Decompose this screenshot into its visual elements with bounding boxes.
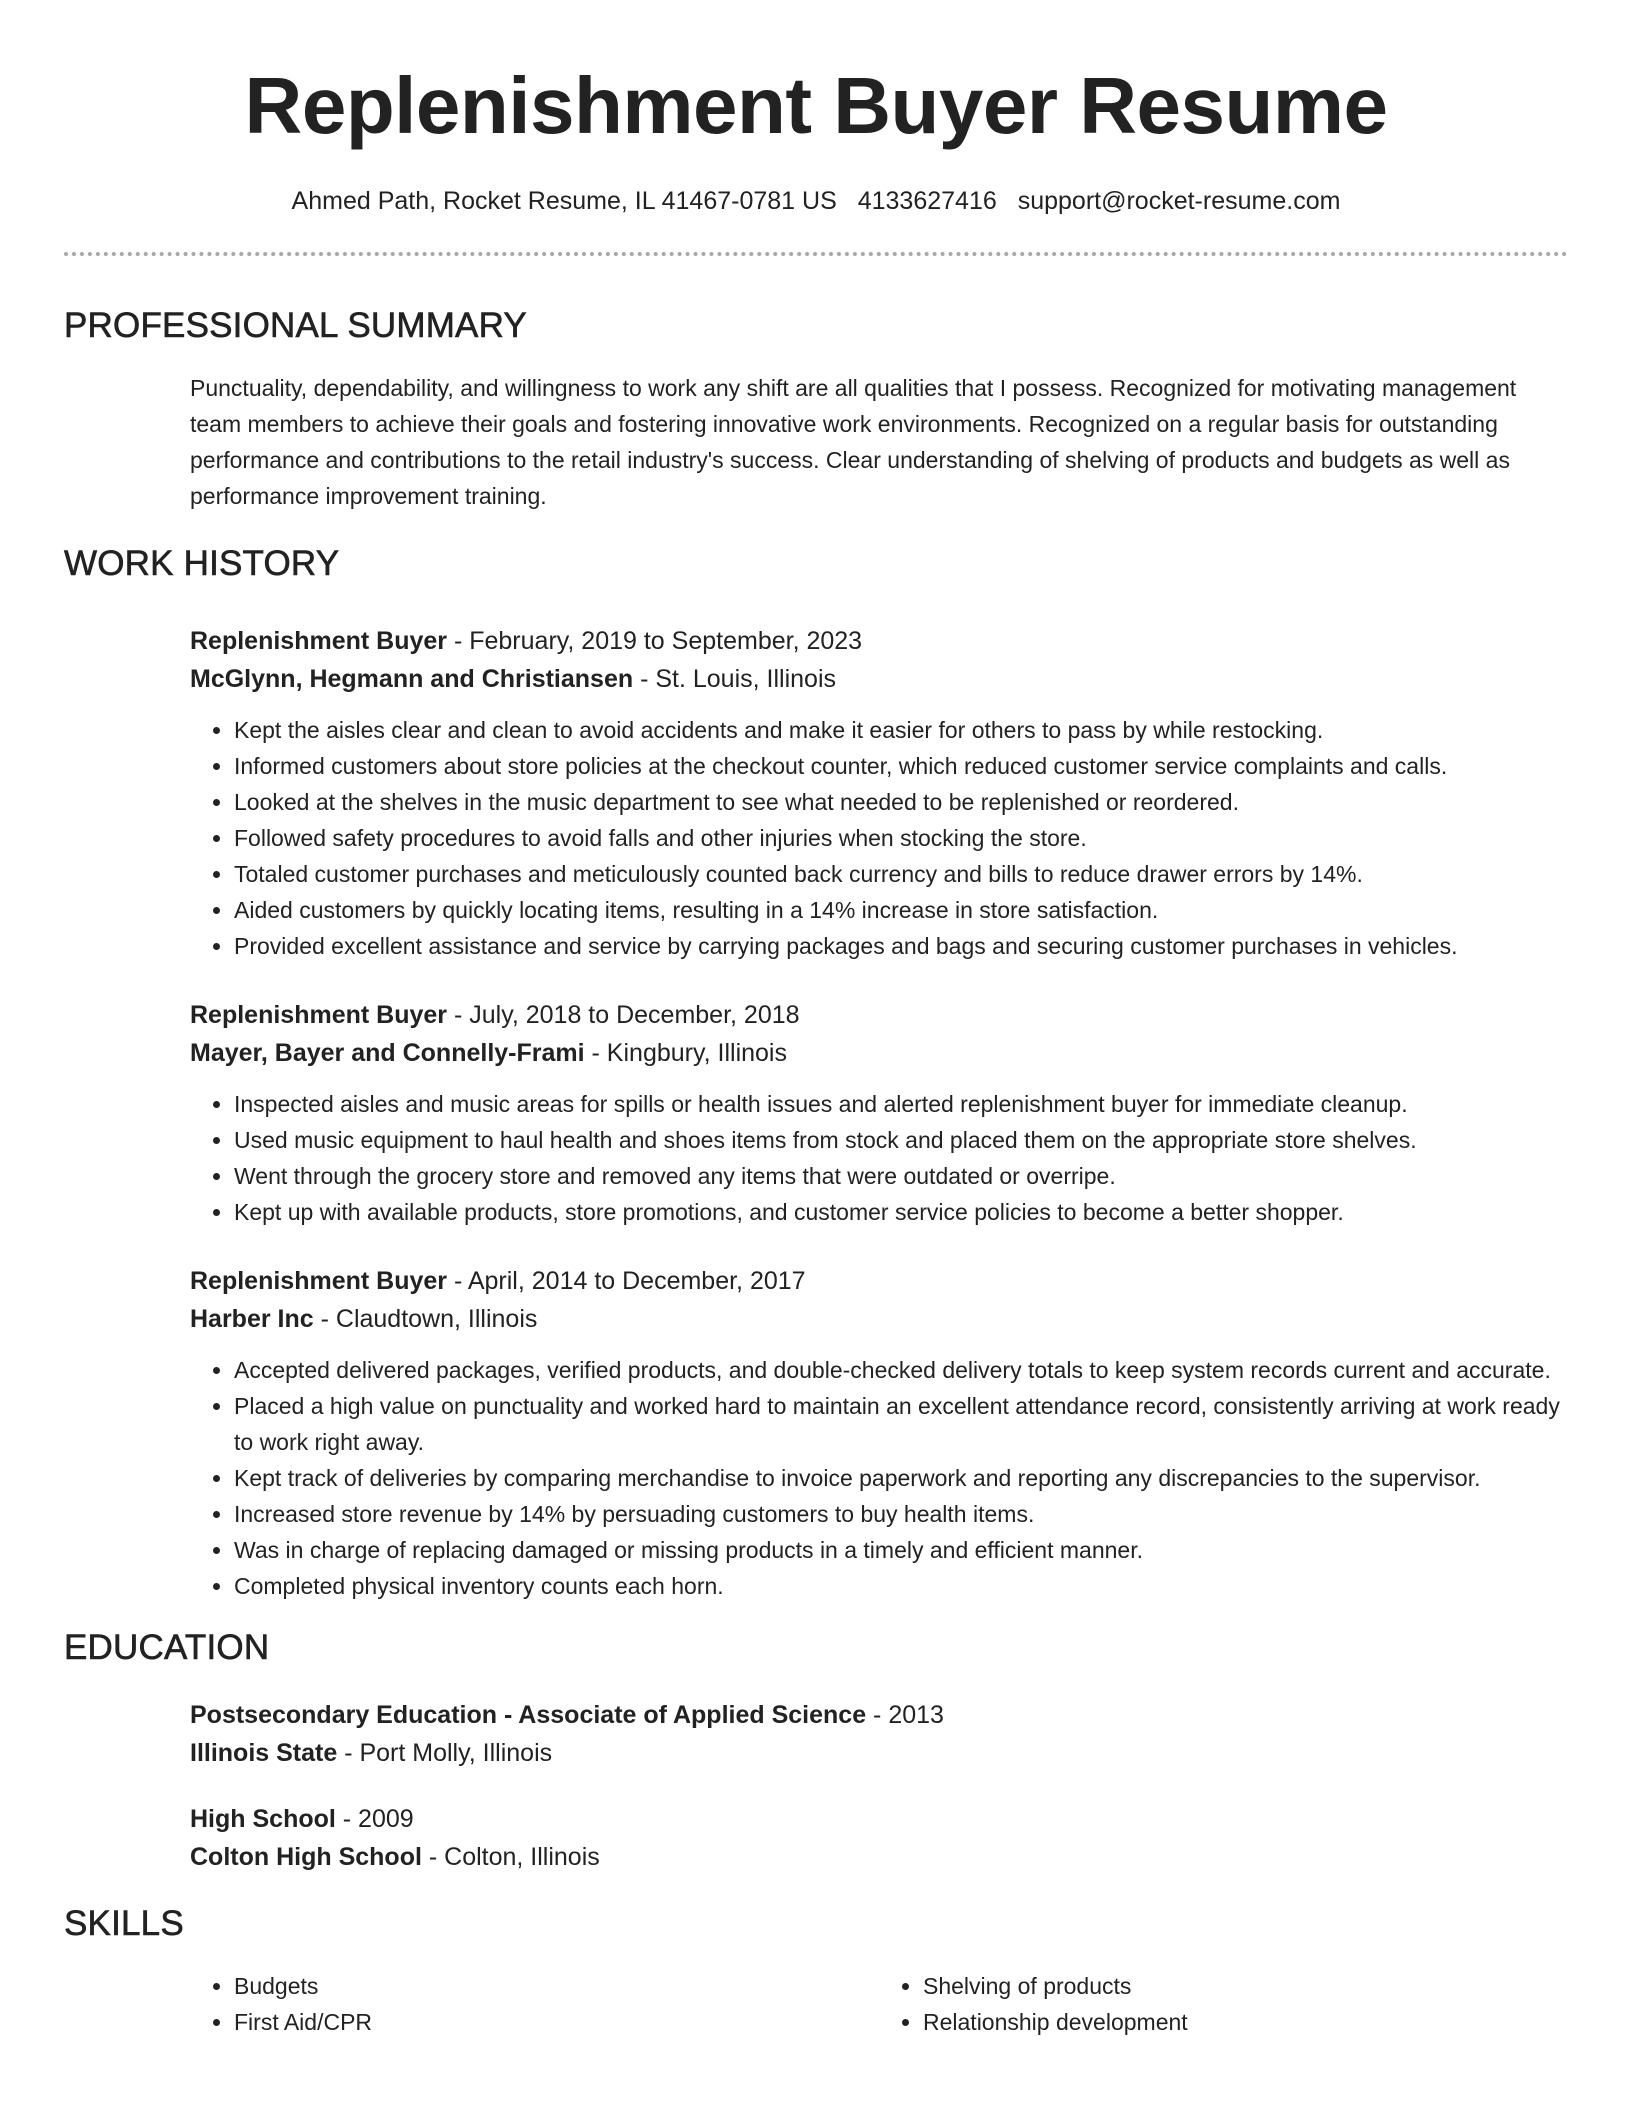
job-bullet: • Kept up with available products, store promotions, and customer service policies to become a better shopper. bbox=[234, 1194, 1568, 1230]
education-year: - 2009 bbox=[335, 1805, 414, 1833]
job-title: Replenishment Buyer bbox=[190, 1001, 448, 1029]
job-bullet: • Aided customers by quickly locating items, resulting in a 14% increase in store satisfaction. bbox=[234, 892, 1568, 928]
job-bullet: • Totaled customer purchases and meticulously counted back currency and bills to reduce drawer errors by 14%. bbox=[234, 856, 1568, 892]
education-degree: High School bbox=[190, 1805, 336, 1833]
education-location: - Port Molly, Illinois bbox=[337, 1739, 553, 1767]
education-school-line bbox=[190, 1838, 1568, 1876]
job-company-line bbox=[190, 1300, 1568, 1338]
job-bullet: • Increased store revenue by 14% by persuading customers to buy health items. bbox=[234, 1496, 1568, 1532]
summary-heading: PROFESSIONAL SUMMARY bbox=[64, 306, 527, 345]
skills-column-left bbox=[190, 1968, 879, 2040]
job-dates: - February, 2019 to September, 2023 bbox=[447, 627, 863, 655]
job-bullet: • Provided excellent assistance and service by carrying packages and bags and securing customer purchases in vehicles. bbox=[234, 928, 1568, 964]
work-history-heading: WORK HISTORY bbox=[64, 544, 340, 583]
contact-email[interactable]: support@rocket-resume.com bbox=[1017, 187, 1341, 215]
job-bullet: • Was in charge of replacing damaged or missing products in a timely and efficient manner. bbox=[234, 1532, 1568, 1568]
job-entry bbox=[190, 622, 1568, 964]
education-location: - Colton, Illinois bbox=[421, 1843, 600, 1871]
education-degree: Postsecondary Education - Associate of Applied Science bbox=[190, 1701, 867, 1729]
education-degree-line bbox=[190, 1800, 1568, 1838]
header-divider bbox=[64, 252, 1568, 256]
contact-address: Ahmed Path, Rocket Resume, IL 41467-0781 US bbox=[291, 187, 837, 215]
education-entry bbox=[190, 1696, 1568, 1772]
education-degree-line bbox=[190, 1696, 1568, 1734]
work-history-list bbox=[64, 622, 1568, 1604]
job-title-line bbox=[190, 622, 1568, 660]
education-year: - 2013 bbox=[866, 1701, 944, 1729]
job-dates: - April, 2014 to December, 2017 bbox=[447, 1267, 806, 1295]
job-title: Replenishment Buyer bbox=[190, 1267, 448, 1295]
job-bullet: • Accepted delivered packages, verified products, and double-checked delivery totals to keep system records current and accurate. bbox=[234, 1352, 1568, 1388]
job-company: McGlynn, Hegmann and Christiansen bbox=[190, 665, 634, 693]
job-location: - Kingbury, Illinois bbox=[584, 1039, 787, 1067]
job-bullet: • Used music equipment to haul health and shoes items from stock and placed them on the appropriate store shelves. bbox=[234, 1122, 1568, 1158]
skill-item: • First Aid/CPR bbox=[234, 2004, 879, 2040]
job-bullet: • Completed physical inventory counts each horn. bbox=[234, 1568, 1568, 1604]
skill-item: • Budgets bbox=[234, 1968, 879, 2004]
education-school: Colton High School bbox=[190, 1843, 422, 1871]
job-location: - St. Louis, Illinois bbox=[633, 665, 836, 693]
job-company: Mayer, Bayer and Connelly-Frami bbox=[190, 1039, 585, 1067]
job-bullet: • Kept track of deliveries by comparing merchandise to invoice paperwork and reporting any discrepancies to the supervisor. bbox=[234, 1460, 1568, 1496]
job-company-line bbox=[190, 1034, 1568, 1072]
education-entry bbox=[190, 1800, 1568, 1876]
education-school-line bbox=[190, 1734, 1568, 1772]
skills-grid bbox=[190, 1968, 1568, 2040]
education-school: Illinois State bbox=[190, 1739, 338, 1767]
job-bullet: • Looked at the shelves in the music department to see what needed to be replenished or reordered. bbox=[234, 784, 1568, 820]
job-bullet: • Went through the grocery store and removed any items that were outdated or overripe. bbox=[234, 1158, 1568, 1194]
job-title-line bbox=[190, 1262, 1568, 1300]
job-company: Harber Inc bbox=[190, 1305, 314, 1333]
resume-title: Replenishment Buyer Resume bbox=[244, 61, 1388, 150]
job-title-line bbox=[190, 996, 1568, 1034]
job-entry bbox=[190, 1262, 1568, 1604]
skills-column-right bbox=[879, 1968, 1568, 2040]
education-heading: EDUCATION bbox=[64, 1628, 270, 1667]
job-bullet: • Inspected aisles and music areas for spills or health issues and alerted replenishment buyer for immediate cleanup. bbox=[234, 1086, 1568, 1122]
job-bullet: • Kept the aisles clear and clean to avoid accidents and make it easier for others to pass by while restocking. bbox=[234, 712, 1568, 748]
job-bullets bbox=[190, 1086, 1568, 1230]
summary-text: Punctuality, dependability, and willingness to work any shift are all qualities that I possess. Recognized for motivating management team members to achieve their goals and fostering innovative work environments. Recognized on a regular basis for outstanding performance and contributions to the retail industry's success. Clear understanding of shelving of products and budgets as well as performance improvement training. bbox=[190, 375, 1517, 509]
education-list bbox=[64, 1696, 1568, 1876]
job-company-line bbox=[190, 660, 1568, 698]
job-location: - Claudtown, Illinois bbox=[313, 1305, 538, 1333]
job-bullets bbox=[190, 1352, 1568, 1604]
contact-line bbox=[64, 184, 1568, 218]
contact-phone: 4133627416 bbox=[857, 187, 997, 215]
job-bullets bbox=[190, 712, 1568, 964]
job-bullet: • Informed customers about store policies at the checkout counter, which reduced customer service complaints and calls. bbox=[234, 748, 1568, 784]
job-title: Replenishment Buyer bbox=[190, 627, 448, 655]
job-entry bbox=[190, 996, 1568, 1230]
skills-heading: SKILLS bbox=[64, 1904, 184, 1943]
job-bullet: • Followed safety procedures to avoid falls and other injuries when stocking the store. bbox=[234, 820, 1568, 856]
skill-item: • Relationship development bbox=[923, 2004, 1568, 2040]
skill-item: • Shelving of products bbox=[923, 1968, 1568, 2004]
job-bullet: • Placed a high value on punctuality and worked hard to maintain an excellent attendance record, consistently arriving at work ready to work right away. bbox=[234, 1388, 1568, 1460]
job-dates: - July, 2018 to December, 2018 bbox=[447, 1001, 800, 1029]
